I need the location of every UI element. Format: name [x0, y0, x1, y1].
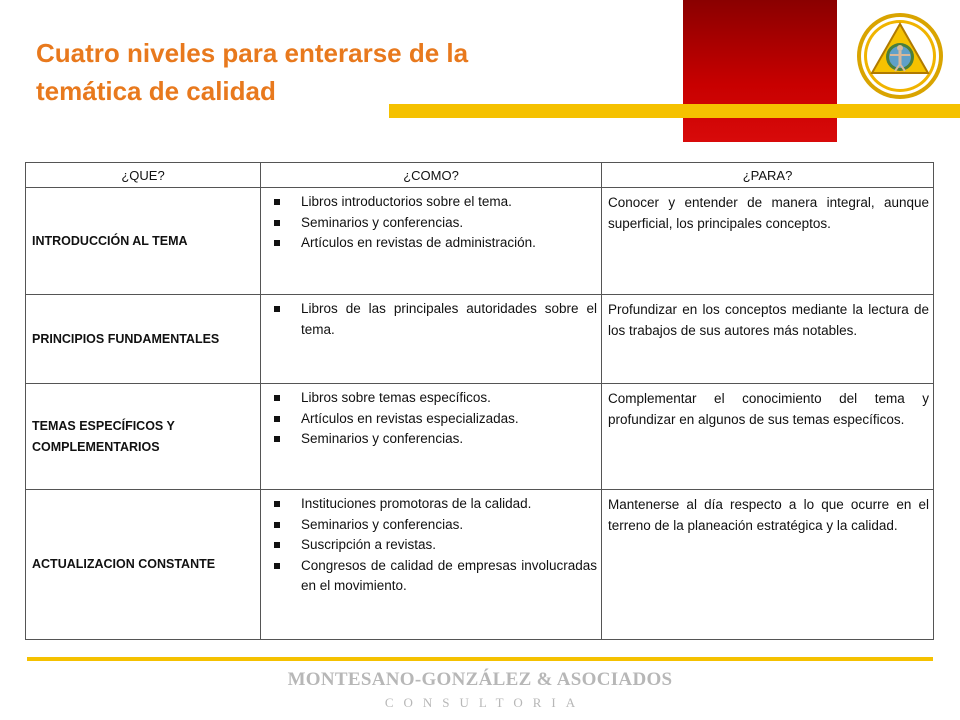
- square-bullet-icon: [274, 563, 280, 569]
- square-bullet-icon: [274, 416, 280, 422]
- header-red-block: [683, 0, 837, 142]
- list-item: Suscripción a revistas.: [265, 535, 597, 556]
- table-row: [26, 295, 934, 384]
- row-como: [261, 295, 602, 384]
- row-que: INTRODUCCIÓN AL TEMA: [26, 188, 261, 295]
- square-bullet-icon: [274, 542, 280, 548]
- list-item: Instituciones promotoras de la calidad.: [265, 494, 597, 515]
- square-bullet-icon: [274, 199, 280, 205]
- square-bullet-icon: [274, 306, 280, 312]
- row-como: [261, 384, 602, 490]
- table-row: [26, 384, 934, 490]
- levels-table: [25, 162, 933, 640]
- footer-gold-line: [27, 657, 933, 661]
- list-item: Seminarios y conferencias.: [265, 515, 597, 536]
- row-que: PRINCIPIOS FUNDAMENTALES: [26, 295, 261, 384]
- header-para: ¿PARA?: [602, 163, 934, 188]
- slide-title: Cuatro niveles para enterarse de la temática de calidad: [36, 38, 469, 106]
- header-que: ¿QUE?: [26, 163, 261, 188]
- row-para: Complementar el conocimiento del tema y profundizar en algunos de sus temas específicos.: [602, 384, 934, 490]
- square-bullet-icon: [274, 522, 280, 528]
- header-como: ¿COMO?: [261, 163, 602, 188]
- list-item: Congresos de calidad de empresas involucradas en el movimiento.: [265, 556, 597, 597]
- square-bullet-icon: [274, 240, 280, 246]
- row-que: TEMAS ESPECÍFICOS Y COMPLEMENTARIOS: [26, 384, 261, 490]
- firm-subtitle: CONSULTORIA: [384, 695, 586, 710]
- row-como: [261, 188, 602, 295]
- vitruvian-triangle-emblem-icon: [855, 11, 945, 101]
- row-como: [261, 490, 602, 640]
- list-item: Seminarios y conferencias.: [265, 429, 597, 450]
- row-que: ACTUALIZACION CONSTANTE: [26, 490, 261, 640]
- firm-name: MONTESANO-GONZÁLEZ & ASOCIADOS: [287, 669, 673, 690]
- square-bullet-icon: [274, 501, 280, 507]
- square-bullet-icon: [274, 395, 280, 401]
- list-item: Artículos en revistas de administración.: [265, 233, 597, 254]
- row-para: Conocer y entender de manera integral, aunque superficial, los principales conceptos.: [602, 188, 934, 295]
- row-para: Mantenerse al día respecto a lo que ocurre en el terreno de la planeación estratégica y la calidad.: [602, 490, 934, 640]
- list-item: Seminarios y conferencias.: [265, 213, 597, 234]
- list-item: Libros introductorios sobre el tema.: [265, 192, 597, 213]
- list-item: Artículos en revistas especializadas.: [265, 409, 597, 430]
- square-bullet-icon: [274, 220, 280, 226]
- table-row: [26, 490, 934, 640]
- table-row: [26, 188, 934, 295]
- square-bullet-icon: [274, 436, 280, 442]
- list-item: Libros de las principales autoridades sobre el tema.: [265, 299, 597, 340]
- list-item: Libros sobre temas específicos.: [265, 388, 597, 409]
- row-para: Profundizar en los conceptos mediante la lectura de los trabajos de sus autores más notables.: [602, 295, 934, 384]
- table-header-row: [26, 163, 934, 188]
